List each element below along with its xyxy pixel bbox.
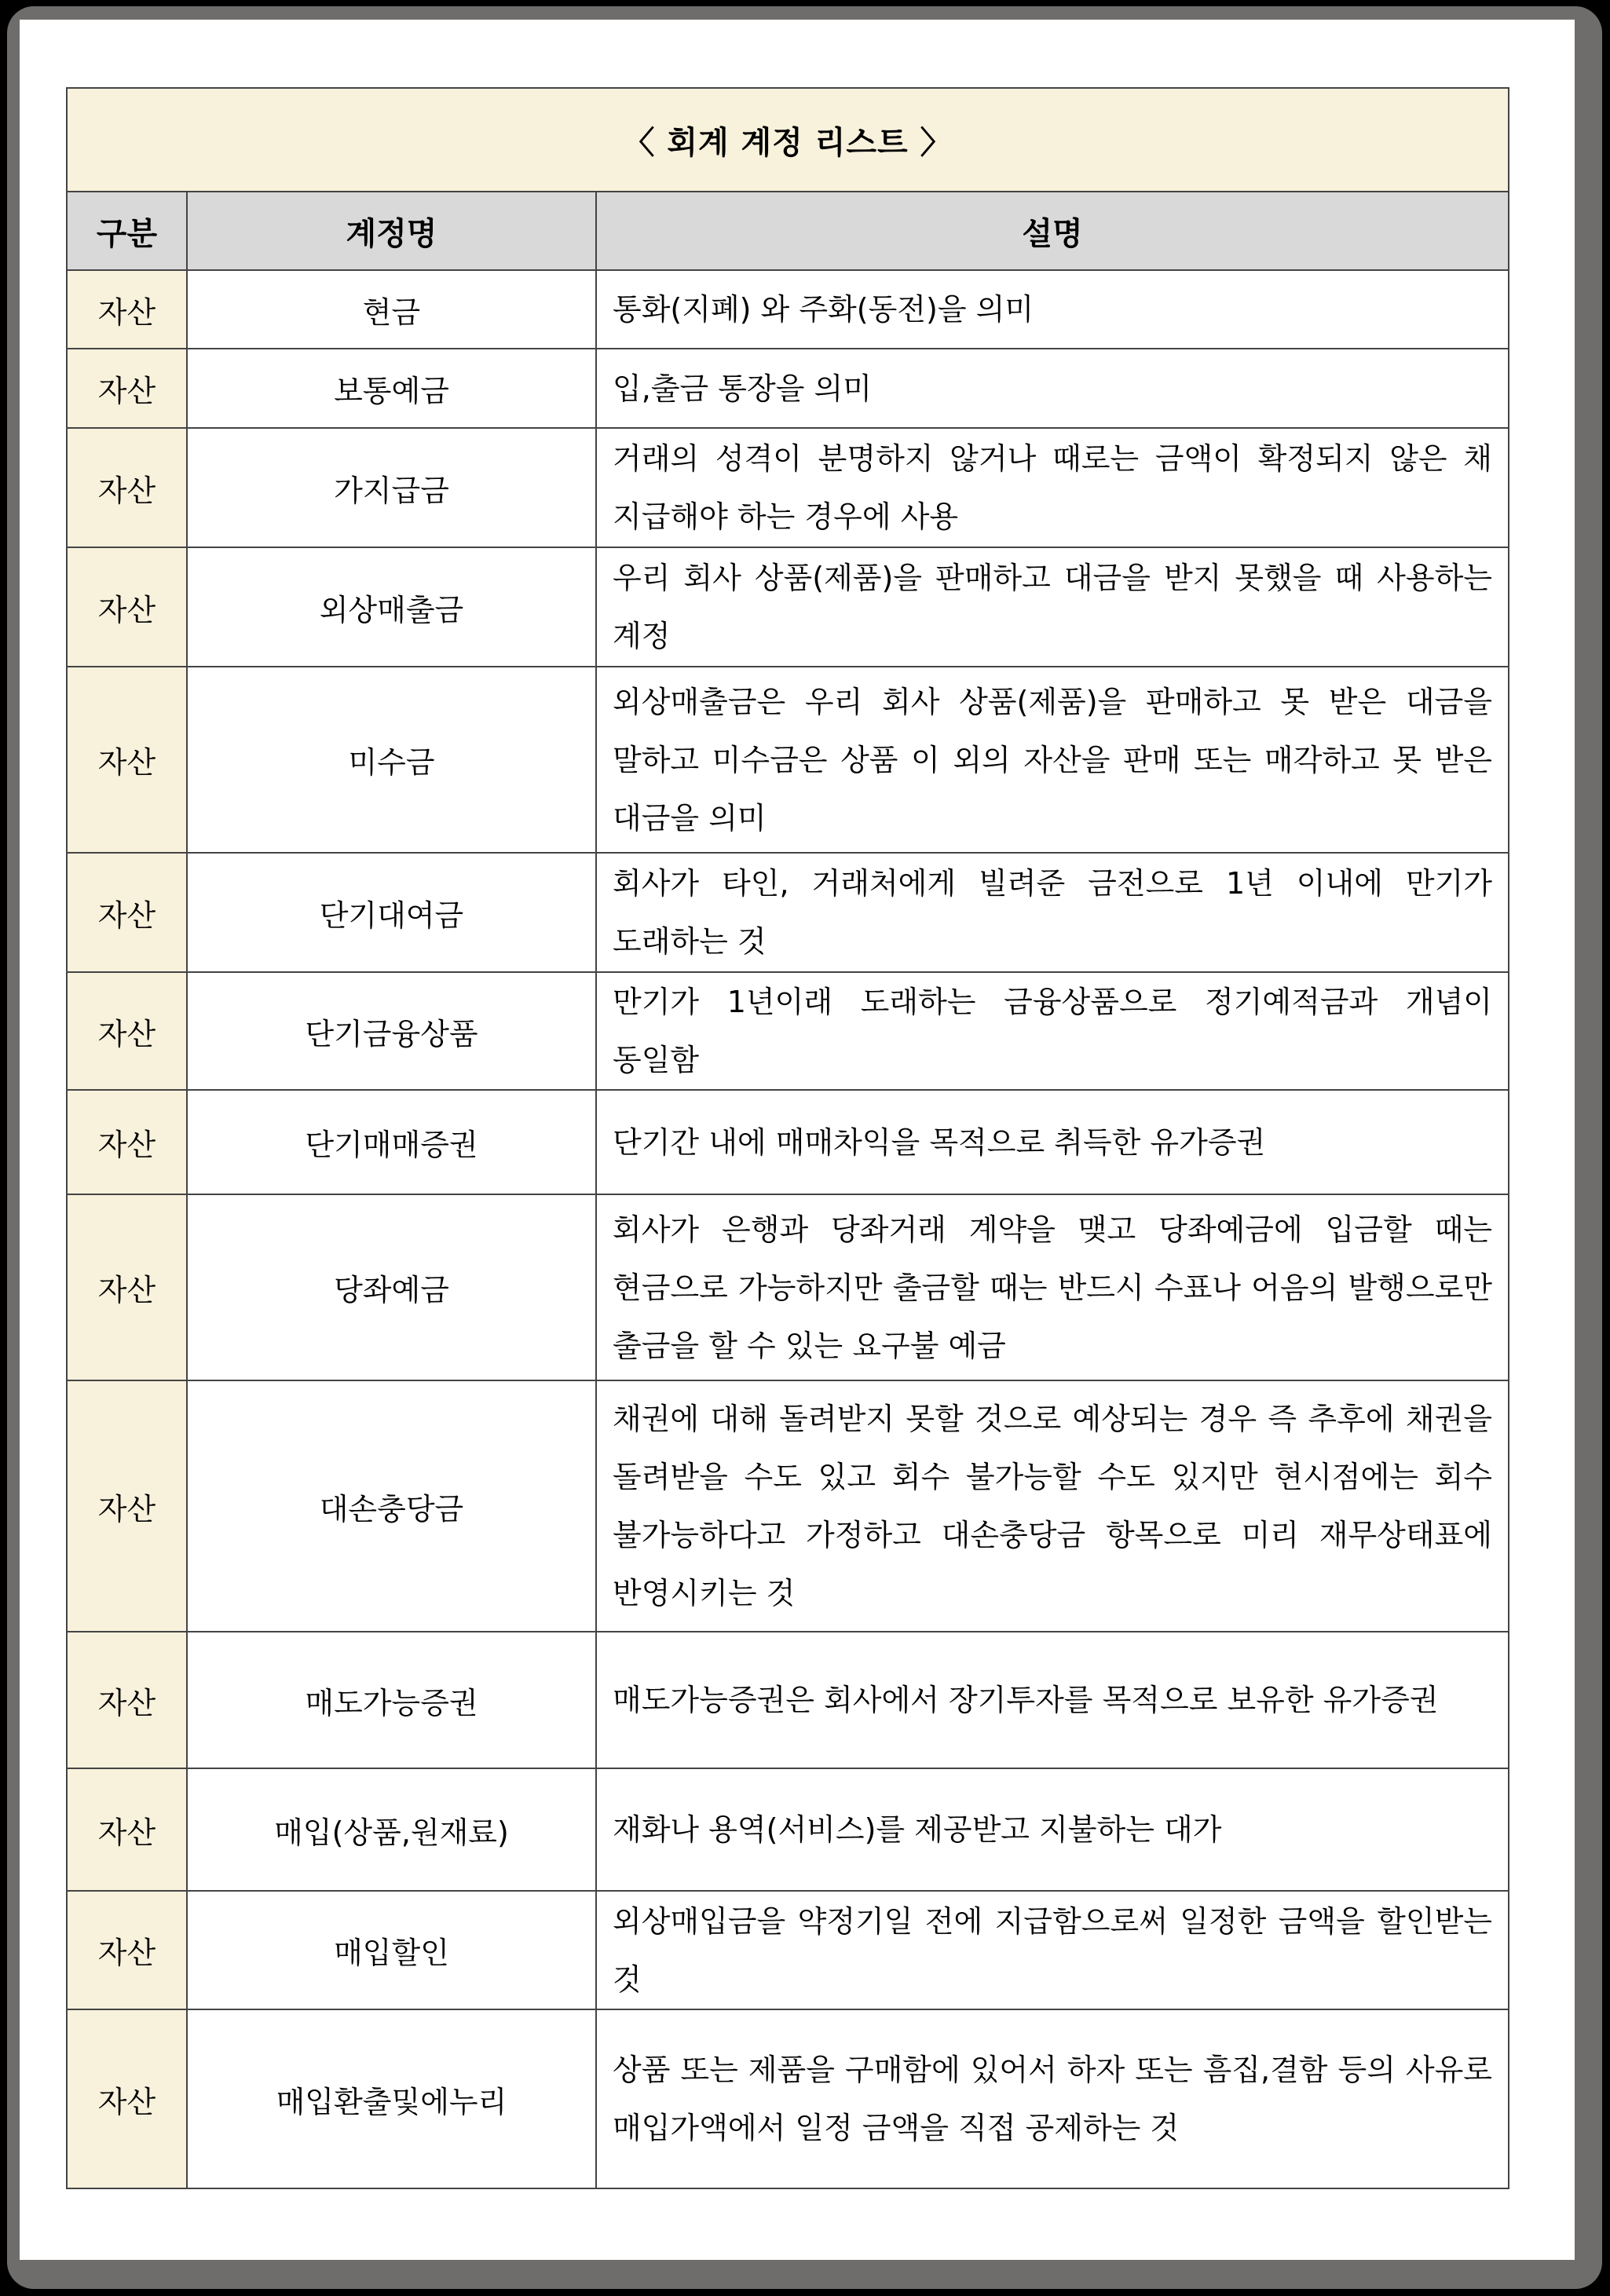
account-name-cell: 보통예금 — [187, 349, 596, 428]
description-cell: 우리 회사 상품(제품)을 판매하고 대금을 받지 못했을 때 사용하는 계정 — [596, 547, 1509, 667]
table-row — [67, 667, 1509, 853]
account-list-table — [66, 87, 1509, 2189]
description-cell: 단기간 내에 매매차익을 목적으로 취득한 유가증권 — [596, 1090, 1509, 1194]
category-cell: 자산 — [67, 972, 187, 1090]
description-cell: 매도가능증권은 회사에서 장기투자를 목적으로 보유한 유가증권 — [596, 1632, 1509, 1768]
category-cell: 자산 — [67, 1380, 187, 1632]
description-cell: 채권에 대해 돌려받지 못할 것으로 예상되는 경우 즉 추후에 채권을 돌려받을 수도 있고 회수 불가능할 수도 있지만 현시점에는 회수 불가능하다고 가정하고 대손충당금 항목으로 미리 재무상태표에 반영시키는 것 — [596, 1380, 1509, 1632]
category-cell: 자산 — [67, 667, 187, 853]
description-cell: 회사가 은행과 당좌거래 계약을 맺고 당좌예금에 입금할 때는 현금으로 가능하지만 출금할 때는 반드시 수표나 어음의 발행으로만 출금을 할 수 있는 요구불 예금 — [596, 1194, 1509, 1380]
account-name-cell: 단기대여금 — [187, 853, 596, 972]
table-row — [67, 428, 1509, 547]
description-cell: 외상매출금은 우리 회사 상품(제품)을 판매하고 못 받은 대금을 말하고 미수금은 상품 이 외의 자산을 판매 또는 매각하고 못 받은 대금을 의미 — [596, 667, 1509, 853]
account-name-cell: 당좌예금 — [187, 1194, 596, 1380]
title-row — [67, 88, 1509, 192]
description-cell: 만기가 1년이래 도래하는 금융상품으로 정기예적금과 개념이 동일함 — [596, 972, 1509, 1090]
table-row — [67, 853, 1509, 972]
account-name-cell: 미수금 — [187, 667, 596, 853]
table-row — [67, 972, 1509, 1090]
category-cell: 자산 — [67, 853, 187, 972]
header-category: 구분 — [67, 192, 187, 270]
category-cell: 자산 — [67, 1891, 187, 2009]
table-row — [67, 1632, 1509, 1768]
description-cell: 상품 또는 제품을 구매함에 있어서 하자 또는 흠집,결함 등의 사유로 매입가액에서 일정 금액을 직접 공제하는 것 — [596, 2009, 1509, 2188]
description-cell: 외상매입금을 약정기일 전에 지급함으로써 일정한 금액을 할인받는 것 — [596, 1891, 1509, 2009]
account-name-cell: 대손충당금 — [187, 1380, 596, 1632]
table-row — [67, 349, 1509, 428]
account-name-cell: 외상매출금 — [187, 547, 596, 667]
category-cell: 자산 — [67, 1194, 187, 1380]
description-cell: 재화나 용역(서비스)를 제공받고 지불하는 대가 — [596, 1768, 1509, 1891]
category-cell: 자산 — [67, 547, 187, 667]
table-row — [67, 1194, 1509, 1380]
account-name-cell: 단기금융상품 — [187, 972, 596, 1090]
account-name-cell: 매입할인 — [187, 1891, 596, 2009]
category-cell: 자산 — [67, 270, 187, 349]
description-cell: 입,출금 통장을 의미 — [596, 349, 1509, 428]
category-cell: 자산 — [67, 428, 187, 547]
header-description: 설명 — [596, 192, 1509, 270]
description-cell: 거래의 성격이 분명하지 않거나 때로는 금액이 확정되지 않은 채 지급해야 하는 경우에 사용 — [596, 428, 1509, 547]
table-row — [67, 270, 1509, 349]
table-row — [67, 1768, 1509, 1891]
account-name-cell: 가지급금 — [187, 428, 596, 547]
account-name-cell: 매도가능증권 — [187, 1632, 596, 1768]
table-row — [67, 2009, 1509, 2188]
description-cell: 통화(지폐) 와 주화(동전)을 의미 — [596, 270, 1509, 349]
header-row — [67, 192, 1509, 270]
category-cell: 자산 — [67, 1090, 187, 1194]
table-body — [67, 270, 1509, 2188]
account-name-cell: 현금 — [187, 270, 596, 349]
table-row — [67, 547, 1509, 667]
account-name-cell: 단기매매증권 — [187, 1090, 596, 1194]
header-account-name: 계정명 — [187, 192, 596, 270]
category-cell: 자산 — [67, 1768, 187, 1891]
category-cell: 자산 — [67, 349, 187, 428]
description-cell: 회사가 타인, 거래처에게 빌려준 금전으로 1년 이내에 만기가 도래하는 것 — [596, 853, 1509, 972]
account-name-cell: 매입환출및에누리 — [187, 2009, 596, 2188]
table-row — [67, 1380, 1509, 1632]
table-row — [67, 1090, 1509, 1194]
table-row — [67, 1891, 1509, 2009]
category-cell: 자산 — [67, 2009, 187, 2188]
account-name-cell: 매입(상품,원재료) — [187, 1768, 596, 1891]
category-cell: 자산 — [67, 1632, 187, 1768]
table-title: 〈 회계 계정 리스트 〉 — [67, 88, 1509, 192]
